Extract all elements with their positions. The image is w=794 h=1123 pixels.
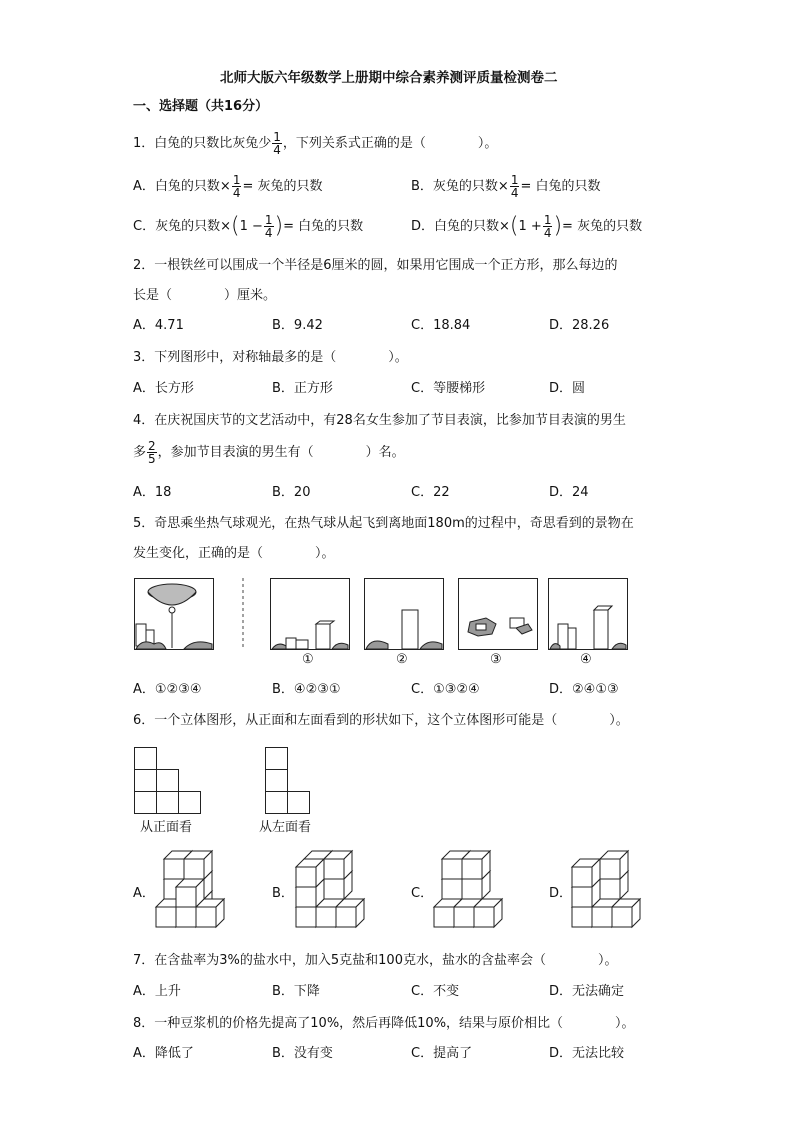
cube xyxy=(474,899,502,927)
cube xyxy=(176,879,204,907)
q6-front-view xyxy=(134,747,204,815)
q1-option-c-left: 灰兔的只数× xyxy=(155,219,231,234)
q5-pic-label-4: ④ xyxy=(580,652,592,667)
q4-line1: 4．在庆祝国庆节的文艺活动中，有28名女生参加了节目表演，比参加节目表演的男生 xyxy=(133,413,626,428)
q4-line2-a: 多 xyxy=(133,445,147,460)
cube xyxy=(184,851,212,879)
q1-option-c-right: = 白兔的只数 xyxy=(283,219,364,234)
q5-line2: 发生变化，正确的是（ ）。 xyxy=(133,546,335,561)
q5-option-d[interactable]: D．②④①③ xyxy=(549,682,619,697)
left-paren: ( xyxy=(230,213,240,239)
q1-option-a-left: 白兔的只数× xyxy=(154,179,231,194)
q2-option-a[interactable]: A．4.71 xyxy=(133,318,184,333)
q1-stem xyxy=(133,131,497,156)
q2-line1: 2．一根铁丝可以围成一个半径是6厘米的圆，如果用它围成一个正方形，那么每边的 xyxy=(133,258,618,273)
q6-figure-c xyxy=(430,845,520,935)
q5-pic-label-2: ② xyxy=(396,652,408,667)
q7-line1: 7．在含盐率为3%的盐水中，加入5克盐和100克水，盐水的含盐率会（ ）。 xyxy=(133,953,618,968)
q1-option-d-label: D． xyxy=(411,219,435,234)
q8-line1: 8．一种豆浆机的价格先提高了10%，然后再降低10%，结果与原价相比（ ）。 xyxy=(133,1016,635,1031)
q3-option-c[interactable]: C．等腰梯形 xyxy=(411,381,486,396)
q4-option-c[interactable]: C．22 xyxy=(411,485,450,500)
q6-front-caption: 从正面看 xyxy=(140,820,193,835)
q5-picture-3 xyxy=(458,578,538,650)
q1-option-b-fraction xyxy=(510,174,520,199)
q6-left-caption: 从左面看 xyxy=(259,820,312,835)
q6-option-a[interactable]: A． xyxy=(133,886,155,901)
q4-fraction-denominator: 5 xyxy=(148,452,156,466)
q7-option-a[interactable]: A．上升 xyxy=(133,984,181,999)
cube xyxy=(462,851,490,879)
q7-option-b[interactable]: B．下降 xyxy=(272,984,320,999)
q2-option-b[interactable]: B．9.42 xyxy=(272,318,323,333)
q1-option-c-inner: 1 − xyxy=(239,219,263,234)
q5-pic-label-1: ① xyxy=(302,652,314,667)
q4-line2 xyxy=(133,440,405,465)
cube xyxy=(600,851,628,879)
q1-option-b-num: 1 xyxy=(510,173,519,187)
q1-option-d-inner: 1 + xyxy=(518,219,542,234)
q1-option-d-left: 白兔的只数× xyxy=(434,219,510,234)
q1-option-d[interactable] xyxy=(411,214,642,239)
q5-picture-4 xyxy=(548,578,628,650)
q1-option-b-left: 灰兔的只数× xyxy=(432,179,509,194)
q1-option-c-num: 1 xyxy=(264,213,273,227)
q8-option-c[interactable]: C．提高了 xyxy=(411,1046,473,1061)
q1-option-b[interactable] xyxy=(411,174,601,199)
cube xyxy=(296,859,324,887)
q8-option-b[interactable]: B．没有变 xyxy=(272,1046,333,1061)
q1-option-d-num: 1 xyxy=(543,213,552,227)
cube xyxy=(336,899,364,927)
q6-left-view xyxy=(265,747,315,815)
q1-option-b-den: 4 xyxy=(510,186,519,200)
q5-picture-2 xyxy=(364,578,444,650)
q4-option-d[interactable]: D．24 xyxy=(549,485,589,500)
q5-option-b[interactable]: B．④②③① xyxy=(272,682,341,697)
q1-fraction-denominator: 4 xyxy=(273,143,281,157)
q7-option-d[interactable]: D．无法确定 xyxy=(549,984,625,999)
q6-line1: 6．一个立体图形，从正面和左面看到的形状如下，这个立体图形可能是（ ）。 xyxy=(133,713,629,728)
q6-option-d[interactable]: D． xyxy=(549,886,573,901)
q3-line1: 3．下列图形中，对称轴最多的是（ ）。 xyxy=(133,350,408,365)
q5-option-c[interactable]: C．①③②④ xyxy=(411,682,480,697)
q1-option-c-fraction xyxy=(264,214,274,239)
q1-option-d-den: 4 xyxy=(543,226,552,240)
q1-option-c-den: 4 xyxy=(264,226,273,240)
q1-option-c[interactable] xyxy=(133,214,363,239)
q6-option-b[interactable]: B． xyxy=(272,886,294,901)
q1-option-b-right: = 白兔的只数 xyxy=(520,179,601,194)
left-paren: ( xyxy=(509,213,519,239)
cube xyxy=(572,859,600,887)
section-heading: 一、选择题（共16分） xyxy=(133,99,269,114)
q1-option-a-den: 4 xyxy=(232,186,241,200)
cube xyxy=(324,851,352,879)
q8-option-d[interactable]: D．无法比较 xyxy=(549,1046,625,1061)
q3-option-b[interactable]: B．正方形 xyxy=(272,381,333,396)
q5-pic-label-3: ③ xyxy=(490,652,502,667)
q1-fraction xyxy=(272,131,282,156)
q1-stem-a: 1．白兔的只数比灰兔少 xyxy=(133,136,272,151)
q1-option-d-right: = 灰兔的只数 xyxy=(562,219,643,234)
q2-option-d[interactable]: D．28.26 xyxy=(549,318,610,333)
q4-fraction-numerator: 2 xyxy=(148,439,156,453)
q6-figure-d xyxy=(568,845,658,935)
q6-figure-a xyxy=(152,845,242,935)
q4-fraction xyxy=(147,440,157,465)
q1-option-a[interactable] xyxy=(133,174,322,199)
q4-option-a[interactable]: A．18 xyxy=(133,485,172,500)
q2-option-c[interactable]: C．18.84 xyxy=(411,318,471,333)
cube xyxy=(612,899,640,927)
q4-line2-b: ，参加节目表演的男生有（ ）名。 xyxy=(157,445,405,460)
right-paren: ) xyxy=(553,213,563,239)
q5-balloon-picture xyxy=(134,578,214,650)
q1-option-a-right: = 灰兔的只数 xyxy=(242,179,323,194)
q6-option-c[interactable]: C． xyxy=(411,886,434,901)
q3-option-a[interactable]: A．长方形 xyxy=(133,381,194,396)
q6-figure-b xyxy=(292,845,382,935)
q1-option-c-label: C． xyxy=(133,219,156,234)
right-paren: ) xyxy=(274,213,284,239)
q5-option-a[interactable]: A．①②③④ xyxy=(133,682,202,697)
q1-stem-b: ，下列关系式正确的是（ ）。 xyxy=(282,136,498,151)
q8-option-a[interactable]: A．降低了 xyxy=(133,1046,194,1061)
q4-option-b[interactable]: B．20 xyxy=(272,485,311,500)
q1-fraction-numerator: 1 xyxy=(273,130,281,144)
q2-line2: 长是（ ）厘米。 xyxy=(133,288,277,303)
q5-picture-1 xyxy=(270,578,350,650)
q1-option-a-label: A． xyxy=(133,179,155,194)
q5-line1: 5．奇思乘坐热气球观光，在热气球从起飞到离地面180m的过程中，奇思看到的景物在 xyxy=(133,516,634,531)
q1-option-b-label: B． xyxy=(411,179,433,194)
q5-divider xyxy=(242,578,244,650)
q1-option-a-fraction xyxy=(232,174,242,199)
q7-option-c[interactable]: C．不变 xyxy=(411,984,460,999)
page-title: 北师大版六年级数学上册期中综合素养测评质量检测卷二 xyxy=(220,70,558,86)
q3-option-d[interactable]: D．圆 xyxy=(549,381,586,396)
q1-option-a-num: 1 xyxy=(232,173,241,187)
q1-option-d-fraction xyxy=(543,214,553,239)
